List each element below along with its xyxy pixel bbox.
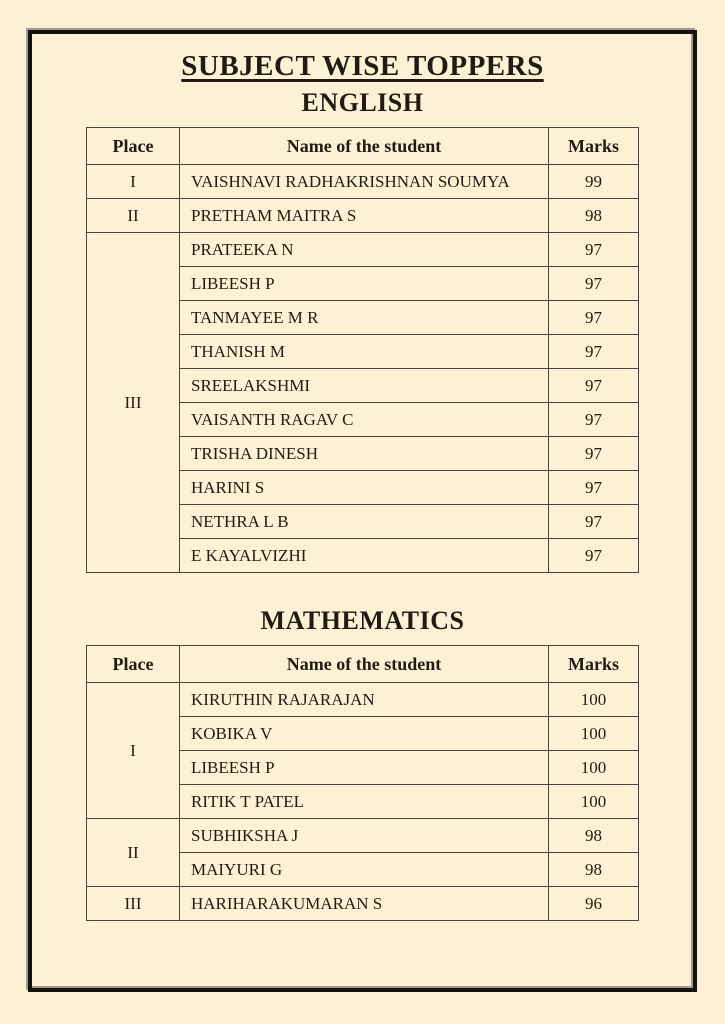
student-marks-cell: 97: [549, 335, 639, 369]
subject-title: MATHEMATICS: [260, 606, 465, 635]
table-row: [87, 165, 639, 199]
student-marks-cell: 97: [549, 369, 639, 403]
table-head: [87, 128, 639, 165]
place-cell: I: [87, 683, 180, 819]
place-cell: III: [87, 887, 180, 921]
name-header: Name of the student: [180, 128, 549, 165]
place-cell: II: [87, 199, 180, 233]
student-name-cell: HARIHARAKUMARAN S: [180, 887, 549, 921]
student-marks-cell: 97: [549, 267, 639, 301]
student-marks-cell: 100: [549, 785, 639, 819]
student-name-cell: TANMAYEE M R: [180, 301, 549, 335]
marks-header: Marks: [549, 646, 639, 683]
student-marks-cell: 100: [549, 717, 639, 751]
table-row: [87, 199, 639, 233]
student-marks-cell: 100: [549, 751, 639, 785]
student-name-cell: THANISH M: [180, 335, 549, 369]
student-marks-cell: 97: [549, 301, 639, 335]
page-title: SUBJECT WISE TOPPERS: [181, 50, 544, 82]
student-name-cell: RITIK T PATEL: [180, 785, 549, 819]
subject-title: ENGLISH: [301, 88, 424, 117]
subject-section: [32, 606, 693, 921]
table-body: [87, 165, 639, 573]
student-name-cell: KOBIKA V: [180, 717, 549, 751]
student-name-cell: PRETHAM MAITRA S: [180, 199, 549, 233]
table-body: [87, 683, 639, 921]
student-name-cell: E KAYALVIZHI: [180, 539, 549, 573]
student-marks-cell: 100: [549, 683, 639, 717]
student-marks-cell: 98: [549, 199, 639, 233]
place-header: Place: [87, 646, 180, 683]
student-marks-cell: 97: [549, 437, 639, 471]
toppers-table: [86, 645, 639, 921]
student-marks-cell: 97: [549, 471, 639, 505]
place-cell: II: [87, 819, 180, 887]
table-head: [87, 646, 639, 683]
student-name-cell: HARINI S: [180, 471, 549, 505]
page-border-frame: [28, 30, 697, 992]
subject-section: [32, 88, 693, 573]
table-row: [87, 233, 639, 267]
student-name-cell: SREELAKSHMI: [180, 369, 549, 403]
student-marks-cell: 97: [549, 233, 639, 267]
place-cell: I: [87, 165, 180, 199]
table-row: [87, 683, 639, 717]
student-name-cell: LIBEESH P: [180, 751, 549, 785]
student-name-cell: PRATEEKA N: [180, 233, 549, 267]
marks-header: Marks: [549, 128, 639, 165]
student-marks-cell: 98: [549, 853, 639, 887]
student-marks-cell: 99: [549, 165, 639, 199]
student-name-cell: LIBEESH P: [180, 267, 549, 301]
student-name-cell: SUBHIKSHA J: [180, 819, 549, 853]
student-marks-cell: 98: [549, 819, 639, 853]
student-name-cell: MAIYURI G: [180, 853, 549, 887]
student-name-cell: VAISANTH RAGAV C: [180, 403, 549, 437]
student-name-cell: TRISHA DINESH: [180, 437, 549, 471]
place-cell: III: [87, 233, 180, 573]
table-header-row: [87, 646, 639, 683]
name-header: Name of the student: [180, 646, 549, 683]
table-row: [87, 819, 639, 853]
place-header: Place: [87, 128, 180, 165]
student-marks-cell: 97: [549, 505, 639, 539]
student-name-cell: NETHRA L B: [180, 505, 549, 539]
student-name-cell: VAISHNAVI RADHAKRISHNAN SOUMYA: [180, 165, 549, 199]
student-name-cell: KIRUTHIN RAJARAJAN: [180, 683, 549, 717]
sections: [32, 88, 693, 921]
student-marks-cell: 96: [549, 887, 639, 921]
table-row: [87, 887, 639, 921]
student-marks-cell: 97: [549, 403, 639, 437]
student-marks-cell: 97: [549, 539, 639, 573]
table-header-row: [87, 128, 639, 165]
toppers-table: [86, 127, 639, 573]
